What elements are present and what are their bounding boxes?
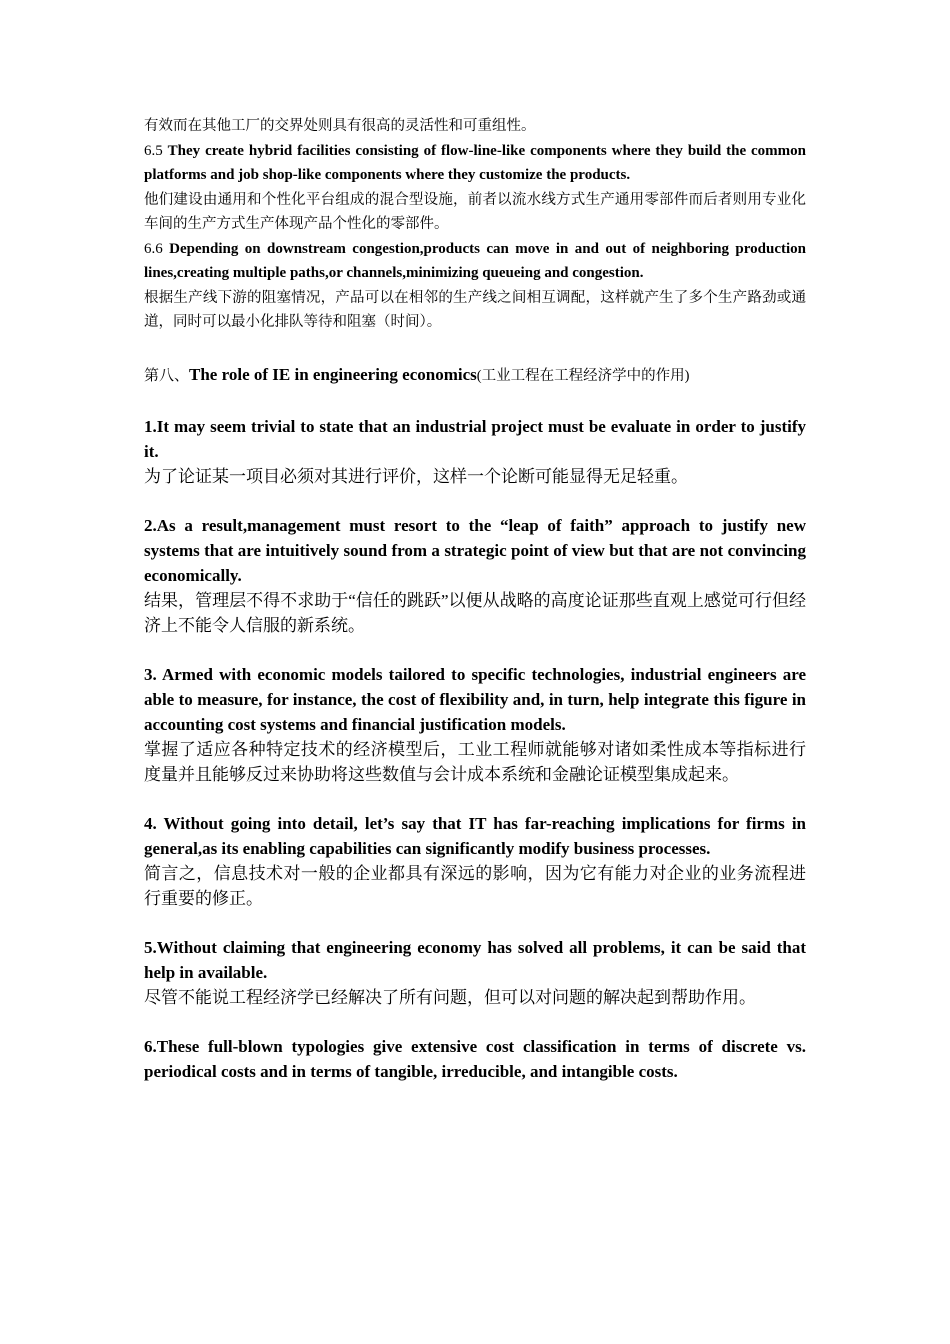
list-item xyxy=(144,811,806,911)
paragraph-6-5-en xyxy=(144,139,806,188)
item-1-cn: 为了论证某一项目必须对其进行评价，这样一个论断可能显得无足轻重。 xyxy=(144,466,688,486)
item-5-cn: 尽管不能说工程经济学已经解决了所有问题，但可以对问题的解决起到帮助作用。 xyxy=(144,987,756,1007)
paragraph-6-5-text: They create hybrid facilities consisting of flow-line-like components where they build the common platforms and job shop-like components where they customize the products. xyxy=(144,142,807,183)
item-4-cn: 简言之，信息技术对一般的企业都具有深远的影响，因为它有能力对企业的业务流程进行重要的修正。 xyxy=(144,863,806,908)
list-item xyxy=(144,1034,806,1084)
item-3-cn: 掌握了适应各种特定技术的经济模型后，工业工程师就能够对诸如柔性成本等指标进行度量并且能够反过来协助将这些数值与会计成本系统和金融论证模型集成起来。 xyxy=(144,739,806,784)
item-6-en: 6.These full-blown typologies give extensive cost classification in terms of discrete vs. periodical costs and in terms of tangible, irreducible, and intangible costs. xyxy=(144,1036,806,1081)
section-title-translation: (工业工程在工程经济学中的作用) xyxy=(476,367,690,384)
paragraph-6-6-text: Depending on downstream congestion,products can move in and out of neighboring production lines,creating multiple paths,or channels,minimizing queueing and congestion. xyxy=(144,240,807,281)
paragraph-6-6-cn: 根据生产线下游的阻塞情况，产品可以在相邻的生产线之间相互调配，这样就产生了多个生产路劲或通道，同时可以最小化排队等待和阻塞（时间）。 xyxy=(144,289,806,330)
list-item xyxy=(144,662,806,787)
list-item xyxy=(144,513,806,638)
item-4-en: 4. Without going into detail, let’s say that IT has far-reaching implications for firms in general,as its enabling capabilities can significantly modify business processes. xyxy=(144,813,806,858)
document-page xyxy=(144,114,806,1084)
item-2-en: 2.As a result,management must resort to the “leap of faith” approach to justify new systems that are intuitively sound from a strategic point of view but that are not convincing economically. xyxy=(144,515,806,585)
paragraph-6-6-number: 6.6 xyxy=(144,240,163,257)
item-5-en: 5.Without claiming that engineering economy has solved all problems, it can be said that help in available. xyxy=(144,937,806,982)
section-prefix: 第八、 xyxy=(144,367,190,384)
top-line-cn: 有效而在其他工厂的交界处则具有很高的灵活性和可重组性。 xyxy=(144,118,536,134)
section-heading xyxy=(144,363,806,388)
item-3-en: 3. Armed with economic models tailored to specific technologies, industrial engineers are able to measure, for instance, the cost of flexibility and, in turn, help integrate this figure in accounting cost systems and financial justification models. xyxy=(144,664,806,734)
list-item xyxy=(144,414,806,489)
item-2-cn: 结果，管理层不得不求助于“信任的跳跃”以便从战略的高度论证那些直观上感觉可行但经济上不能令人信服的新系统。 xyxy=(144,590,806,635)
item-1-en: 1.It may seem trivial to state that an industrial project must be evaluate in order to justify it. xyxy=(144,416,806,461)
list-item xyxy=(144,935,806,1010)
paragraph-6-5-number: 6.5 xyxy=(144,142,163,159)
paragraph-6-6-en xyxy=(144,237,806,286)
section-title: The role of IE in engineering economics xyxy=(189,364,477,384)
paragraph-6-5-cn: 他们建设由通用和个性化平台组成的混合型设施，前者以流水线方式生产通用零部件而后者则用专业化车间的生产方式生产体现产品个性化的零部件。 xyxy=(144,191,806,232)
